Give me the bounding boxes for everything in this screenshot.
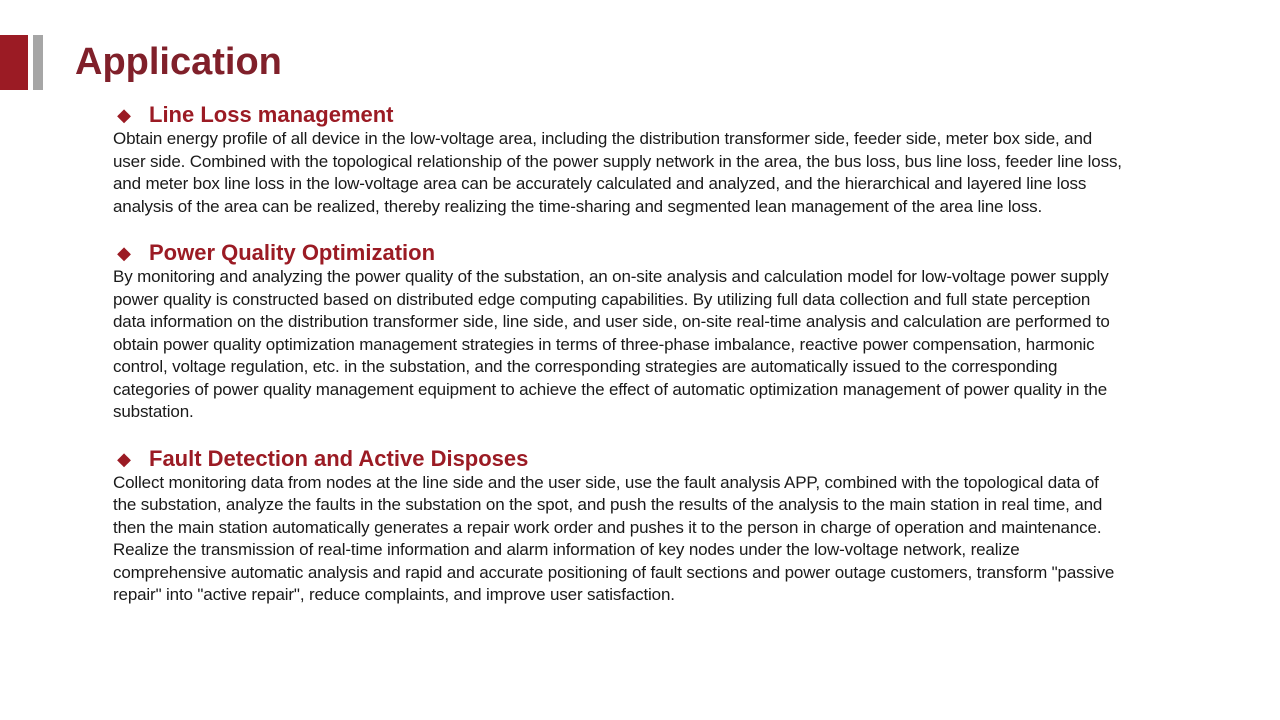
page-title: Application bbox=[75, 41, 282, 83]
diamond-icon: ◆ bbox=[117, 448, 131, 469]
section-heading-text: Power Quality Optimization bbox=[149, 240, 436, 265]
section-heading bbox=[113, 240, 1125, 266]
content-area bbox=[113, 102, 1125, 629]
section-heading-text: Fault Detection and Active Disposes bbox=[149, 445, 529, 471]
section-body-text: Collect monitoring data from nodes at the line side and the user side, use the fault analysis APP, combined with the topological data of the substation, analyze the faults in the substation on the spot, and push the results of the analysis to the main station in real time, and then the main station automatically generates a repair work order and pushes it to the person in charge of operation and maintenance. Realize the transmission of real-time information and alarm information of key nodes under the low-voltage network, realize comprehensive automatic analysis and rapid and accurate positioning of fault sections and power outage customers, transform "passive repair" into "active repair", reduce complaints, and improve user satisfaction. bbox=[113, 472, 1115, 604]
section-heading bbox=[113, 446, 1125, 472]
section-power-quality bbox=[113, 240, 1125, 424]
section-body-text: By monitoring and analyzing the power quality of the substation, an on-site analysis and calculation model for low-voltage power supply power quality is constructed based on distributed edge computing capabilities. By utilizing full data collection and full state perception data information on the distribution transformer side, line side, and user side, on-site real-time analysis and calculation are performed to obtain power quality optimization management strategies in terms of three-phase imbalance, reactive power compensation, harmonic control, voltage regulation, etc. in the substation, and the corresponding strategies are automatically issued to the corresponding categories of power quality management equipment to achieve the effect of automatic optimization management of power quality in the substation. bbox=[113, 267, 1110, 421]
section-line-loss bbox=[113, 102, 1125, 218]
diamond-icon: ◆ bbox=[117, 243, 131, 263]
section-body-text: Obtain energy profile of all device in the low-voltage area, including the distribution transformer side, feeder side, meter box side, and user side. Combined with the topological relationship of the power supply network in the area, the bus loss, bus line loss, feeder line loss, and meter box line loss in the low-voltage area can be accurately calculated and analyzed, and the hierarchical and layered line loss analysis of the area can be realized, thereby realizing the time-sharing and segmented lean management of the area line loss. bbox=[113, 129, 1122, 216]
section-fault-detection bbox=[113, 446, 1125, 607]
title-accent-bar-gray bbox=[33, 35, 43, 90]
diamond-icon: ◆ bbox=[117, 105, 131, 125]
section-heading-text: Line Loss management bbox=[149, 102, 394, 127]
section-heading bbox=[113, 102, 1125, 128]
title-accent-bar-red bbox=[0, 35, 28, 90]
